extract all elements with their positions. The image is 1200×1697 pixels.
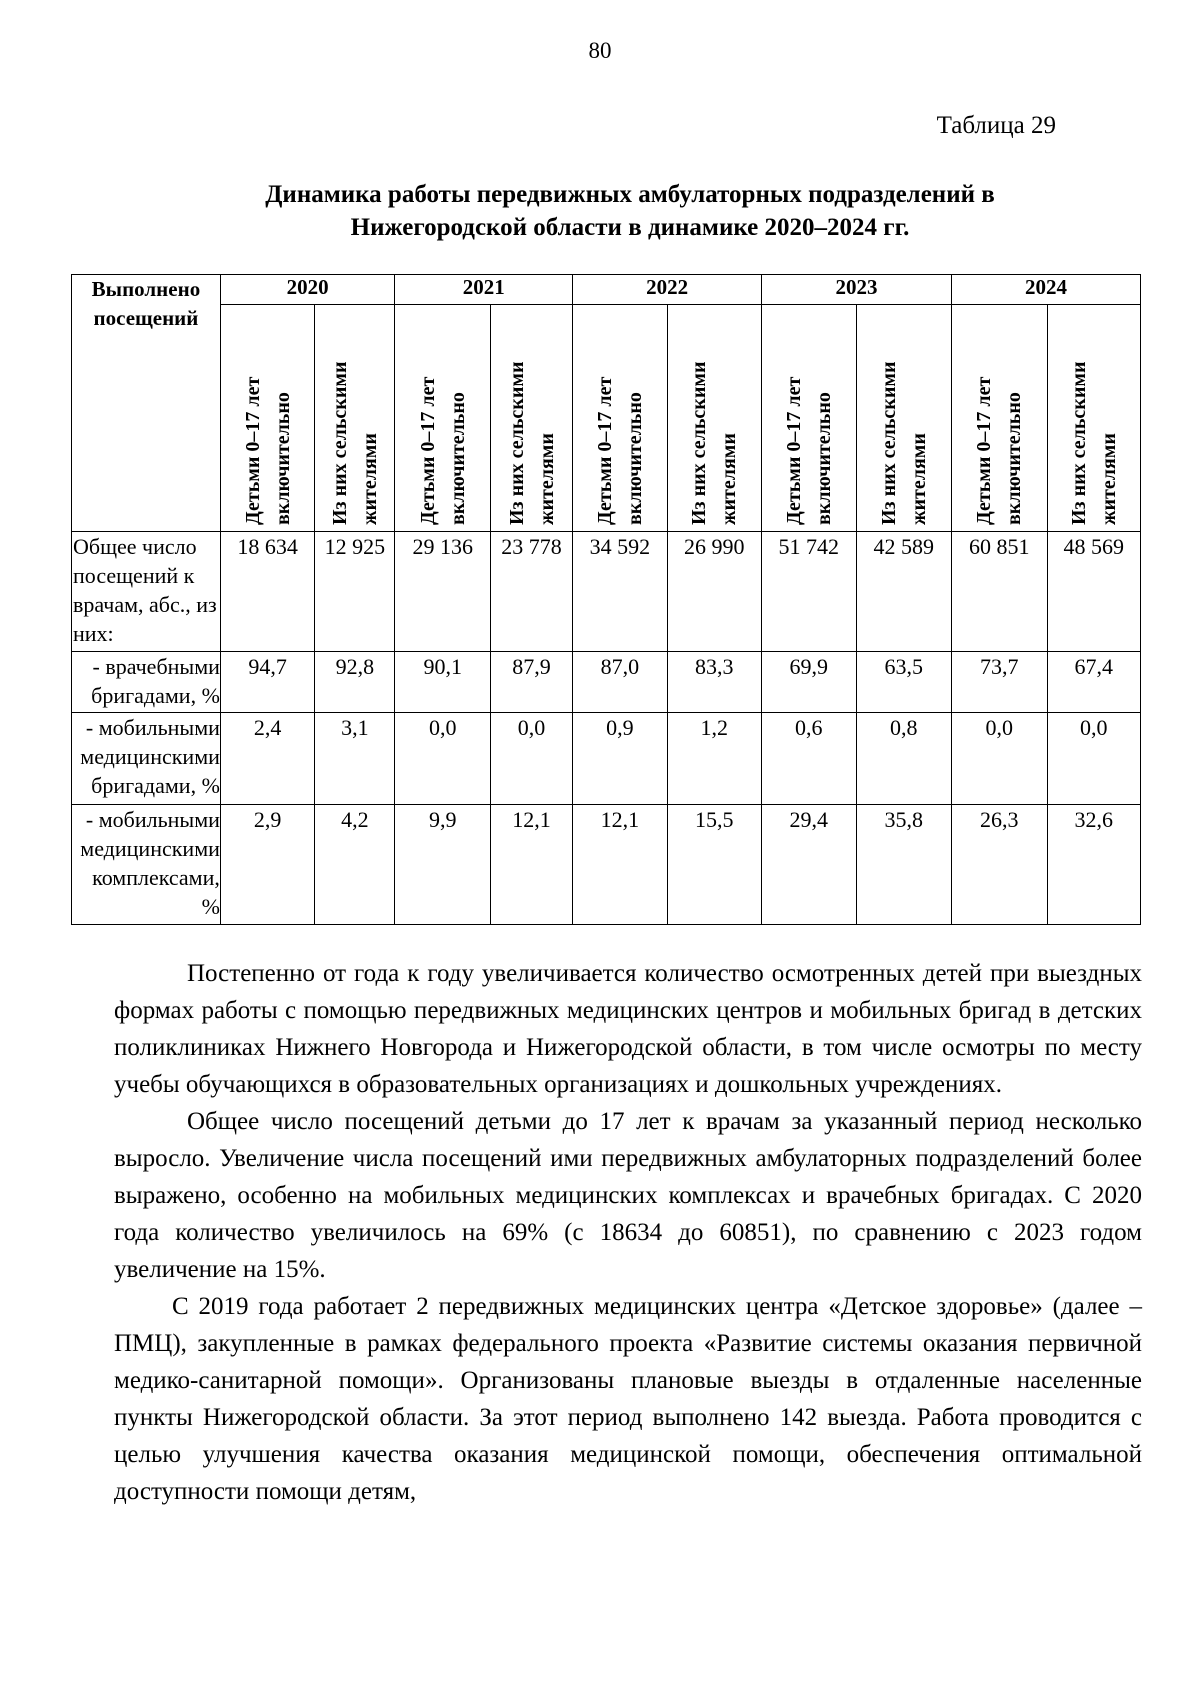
row-label: - мобильными медицинскими бригадами, % <box>72 713 221 805</box>
table-cell: 90,1 <box>395 652 491 713</box>
table-cell: 87,0 <box>573 652 667 713</box>
subheader-rural-text: Из них сельскими жителями <box>505 361 558 525</box>
paragraph: С 2019 года работает 2 передвижных медицинских центра «Детское здоровье» (далее – ПМЦ), закупленные в рамках федерального проекта «Развитие системы оказания первичной медико-санитарной помощи». Организованы плановые выезды в отдаленные населенные пункты Нижегородской области. За этот период выполнено 142 выезда. Работа проводится с целью улучшения качества оказания медицинской помощи, обеспечения оптимальной доступности помощи детям, <box>114 1293 1142 1505</box>
table-cell: 1,2 <box>667 713 761 805</box>
table-cell: 32,6 <box>1047 805 1141 925</box>
year-header: 2020 <box>220 275 395 305</box>
table-cell: 0,0 <box>490 713 572 805</box>
table-title <box>100 178 1160 244</box>
table-cell: 92,8 <box>315 652 395 713</box>
body-text <box>114 955 1142 1510</box>
table-cell: 12,1 <box>490 805 572 925</box>
table-cell: 12 925 <box>315 532 395 652</box>
table-row <box>72 532 1141 652</box>
subheader-children-text: Детьми 0–17 лет включительно <box>593 376 646 525</box>
table-cell: 29,4 <box>762 805 856 925</box>
table-cell: 83,3 <box>667 652 761 713</box>
table-cell: 0,8 <box>856 713 952 805</box>
table-cell: 9,9 <box>395 805 491 925</box>
table-row <box>72 652 1141 713</box>
table-cell: 15,5 <box>667 805 761 925</box>
table-cell: 73,7 <box>952 652 1048 713</box>
table-cell: 87,9 <box>490 652 572 713</box>
year-header: 2022 <box>573 275 762 305</box>
table-cell: 2,4 <box>220 713 314 805</box>
subheader-children <box>762 305 856 532</box>
table-cell: 0,0 <box>1047 713 1141 805</box>
subheader-children <box>952 305 1048 532</box>
table-cell: 0,0 <box>952 713 1048 805</box>
subheader-children <box>573 305 667 532</box>
row-header: Выполнено посещений <box>72 275 221 532</box>
table-row <box>72 713 1141 805</box>
table-cell: 63,5 <box>856 652 952 713</box>
table-cell: 2,9 <box>220 805 314 925</box>
subheader-rural-text: Из них сельскими жителями <box>1067 361 1120 525</box>
table-cell: 67,4 <box>1047 652 1141 713</box>
year-header: 2021 <box>395 275 573 305</box>
table-cell: 18 634 <box>220 532 314 652</box>
table-cell: 4,2 <box>315 805 395 925</box>
table-cell: 48 569 <box>1047 532 1141 652</box>
subheader-children-text: Детьми 0–17 лет включительно <box>782 376 835 525</box>
table-cell: 26,3 <box>952 805 1048 925</box>
subheader-children-text: Детьми 0–17 лет включительно <box>416 376 469 525</box>
row-label: - врачебными бригадами, % <box>72 652 221 713</box>
table-cell: 26 990 <box>667 532 761 652</box>
paragraph: Общее число посещений детьми до 17 лет к врачам за указанный период несколько выросло. Увеличение числа посещений ими передвижных амбулаторных подразделений более выражено, особенно на мобильных медицинских комплексах и врачебных бригадах. С 2020 года количество увеличилось на 69% (с 18634 до 60851), по сравнению с 2023 годом увеличение на 15%. <box>114 1108 1142 1283</box>
subheader-rural-text: Из них сельскими жителями <box>877 361 930 525</box>
table-cell: 51 742 <box>762 532 856 652</box>
year-header: 2023 <box>762 275 952 305</box>
table-cell: 34 592 <box>573 532 667 652</box>
subheader-rural <box>315 305 395 532</box>
table-cell: 3,1 <box>315 713 395 805</box>
table-cell: 0,9 <box>573 713 667 805</box>
table-cell: 0,6 <box>762 713 856 805</box>
table-cell: 12,1 <box>573 805 667 925</box>
table-cell: 35,8 <box>856 805 952 925</box>
table-cell: 0,0 <box>395 713 491 805</box>
title-line-2: Нижегородской области в динамике 2020–2024 гг. <box>350 214 910 241</box>
table-cell: 94,7 <box>220 652 314 713</box>
subheader-rural <box>1047 305 1141 532</box>
page-number: 80 <box>588 38 612 63</box>
table-cell: 29 136 <box>395 532 491 652</box>
row-label: Общее число посещений к врачам, абс., из них: <box>72 532 221 652</box>
subheader-rural <box>856 305 952 532</box>
data-table <box>71 274 1141 925</box>
subheader-children <box>220 305 314 532</box>
year-header: 2024 <box>952 275 1141 305</box>
table-label: Таблица 29 <box>936 112 1056 139</box>
table-cell: 42 589 <box>856 532 952 652</box>
row-label: - мобильными медицинскими комплексами, % <box>72 805 221 925</box>
table-row <box>72 805 1141 925</box>
table-cell: 60 851 <box>952 532 1048 652</box>
subheader-rural <box>667 305 761 532</box>
subheader-children-text: Детьми 0–17 лет включительно <box>241 376 294 525</box>
subheader-rural-text: Из них сельскими жителями <box>328 361 381 525</box>
subheader-children <box>395 305 491 532</box>
subheader-rural-text: Из них сельскими жителями <box>688 361 741 525</box>
paragraph: Постепенно от года к году увеличивается количество осмотренных детей при выездных формах работы с помощью передвижных медицинских центров и мобильных бригад в детских поликлиниках Нижнего Новгорода и Нижегородской области, в том числе осмотры по месту учебы обучающихся в образовательных организациях и дошкольных учреждениях. <box>114 960 1142 1098</box>
table-cell: 23 778 <box>490 532 572 652</box>
title-line-1: Динамика работы передвижных амбулаторных подразделений в <box>265 181 995 208</box>
subheader-rural <box>490 305 572 532</box>
table-cell: 69,9 <box>762 652 856 713</box>
subheader-children-text: Детьми 0–17 лет включительно <box>973 376 1026 525</box>
